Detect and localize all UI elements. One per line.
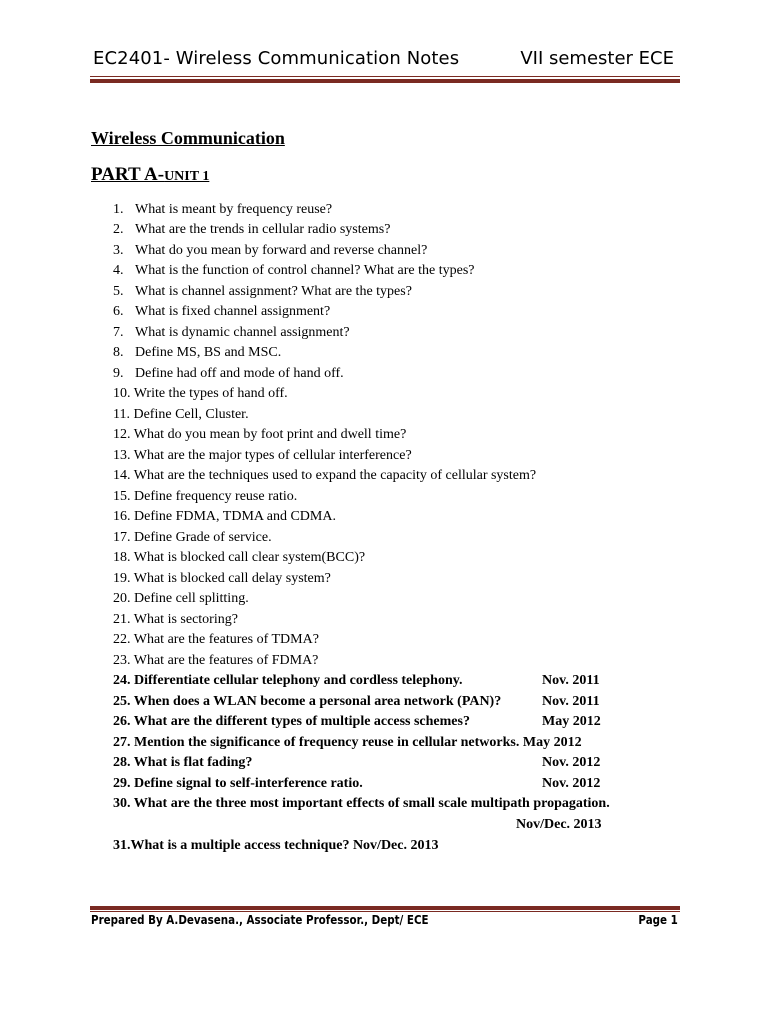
list-item [113, 652, 318, 670]
footer-author: Prepared By A.Devasena., Associate Professor., Dept/ ECE [91, 913, 429, 927]
list-item-number: 20. [113, 591, 131, 606]
list-item-number: 18. [113, 550, 131, 565]
exam-date: Nov. 2012 [542, 776, 601, 791]
list-item [113, 283, 412, 301]
list-item-number: 21. [113, 612, 131, 627]
list-item-text: What is dynamic channel assignment? [135, 325, 350, 340]
list-item [113, 693, 501, 711]
header-semester: VII semester ECE [520, 48, 674, 69]
list-item-number: 16. [113, 509, 131, 524]
list-item-text: What is channel assignment? What are the types? [135, 284, 412, 299]
list-item-number: 17. [113, 530, 131, 545]
list-item [113, 201, 332, 219]
list-item [113, 734, 582, 752]
list-item [113, 549, 365, 567]
header-course-title: EC2401- Wireless Communication Notes [93, 48, 460, 69]
list-item-number: 1. [113, 202, 124, 217]
list-item-text: What do you mean by forward and reverse channel? [135, 243, 428, 258]
list-item-number: 2. [113, 222, 124, 237]
list-item-text: What is the function of control channel? What are the types? [135, 263, 475, 278]
list-item-number: 25. [113, 694, 131, 709]
exam-date: May 2012 [542, 714, 601, 729]
list-item-text: What is fixed channel assignment? [135, 304, 331, 319]
list-item [113, 775, 363, 793]
footer-rule-thick [90, 906, 680, 910]
list-item-number: 15. [113, 489, 131, 504]
list-item-text: Define frequency reuse ratio. [134, 489, 298, 504]
list-item-number: 28. [113, 755, 131, 770]
list-item-text: Define Grade of service. [134, 530, 272, 545]
list-item-text: What are the trends in cellular radio systems? [135, 222, 391, 237]
list-item [113, 529, 272, 547]
list-item-text: What do you mean by foot print and dwell time? [133, 427, 407, 442]
list-item-number: 14. [113, 468, 131, 483]
list-item-text: What is flat fading? [133, 755, 253, 770]
list-item [113, 795, 610, 813]
list-item-number: 19. [113, 571, 131, 586]
list-item-number: 29. [113, 776, 131, 791]
list-item-text: Define Cell, Cluster. [133, 407, 249, 422]
list-item-text: What is blocked call clear system(BCC)? [133, 550, 366, 565]
list-item-text: Define had off and mode of hand off. [135, 366, 344, 381]
list-item-text: What are the three most important effects of small scale multipath propagation. [133, 796, 610, 811]
list-item-text: What are the features of TDMA? [133, 632, 319, 647]
list-item-text: Mention the significance of frequency reuse in cellular networks. May 2012 [134, 735, 582, 750]
list-item [113, 467, 536, 485]
list-item-text: What are the features of FDMA? [133, 653, 319, 668]
document-title: Wireless Communication [91, 128, 285, 148]
list-item [113, 570, 331, 588]
unit-label: UNIT 1 [164, 169, 210, 184]
footer-rule-thin [90, 911, 680, 912]
list-item-number: 4. [113, 263, 124, 278]
list-item [113, 837, 438, 855]
list-item-number: 13. [113, 448, 131, 463]
list-item [113, 242, 427, 260]
list-item-number: 9. [113, 366, 124, 381]
list-item [113, 754, 252, 772]
list-item [113, 262, 475, 280]
list-item-text: What is a multiple access technique? Nov/Dec. 2013 [130, 838, 439, 853]
exam-date: Nov. 2012 [542, 755, 601, 770]
part-label: PART A- [91, 164, 165, 185]
list-item [113, 672, 462, 690]
list-item-number: 10. [113, 386, 131, 401]
exam-date: Nov. 2011 [542, 673, 600, 688]
list-item [113, 508, 336, 526]
list-item [113, 303, 330, 321]
list-item-text: Define MS, BS and MSC. [135, 345, 282, 360]
list-item [113, 221, 390, 239]
list-item-number: 3. [113, 243, 124, 258]
list-item-number: 31. [113, 838, 131, 853]
exam-date: Nov. 2011 [542, 694, 600, 709]
list-item-text: Differentiate cellular telephony and cordless telephony. [134, 673, 463, 688]
page-number: Page 1 [638, 913, 678, 927]
list-item-text: What is meant by frequency reuse? [135, 202, 333, 217]
list-item-number: 11. [113, 407, 130, 422]
list-item-text: Define FDMA, TDMA and CDMA. [134, 509, 336, 524]
list-item-number: 24. [113, 673, 131, 688]
page-header [93, 48, 677, 76]
list-item [113, 385, 288, 403]
list-item-number: 7. [113, 325, 124, 340]
list-item-text: What is blocked call delay system? [133, 571, 331, 586]
part-heading [91, 164, 209, 186]
list-item-number: 6. [113, 304, 124, 319]
list-item-number: 22. [113, 632, 131, 647]
list-item [113, 611, 238, 629]
list-item-text: What are the major types of cellular interference? [133, 448, 412, 463]
list-item-text: Define signal to self-interference ratio. [134, 776, 363, 791]
list-item [113, 713, 470, 731]
list-item [113, 406, 249, 424]
list-item-text: What are the different types of multiple access schemes? [133, 714, 470, 729]
list-item [113, 447, 412, 465]
page-footer [91, 913, 678, 931]
list-item-number: 30. [113, 796, 131, 811]
list-item-number: 26. [113, 714, 131, 729]
list-item [113, 426, 406, 444]
header-rule-thin [90, 76, 680, 77]
list-item-text: What are the techniques used to expand the capacity of cellular system? [133, 468, 537, 483]
list-item-text: Write the types of hand off. [133, 386, 288, 401]
list-item-number: 8. [113, 345, 124, 360]
list-item-text: When does a WLAN become a personal area network (PAN)? [133, 694, 502, 709]
list-item-number: 23. [113, 653, 131, 668]
list-item-text: What is sectoring? [133, 612, 238, 627]
list-item-number: 5. [113, 284, 124, 299]
header-rule-thick [90, 79, 680, 83]
list-item [113, 488, 297, 506]
list-item [113, 344, 281, 362]
list-item-text: Define cell splitting. [134, 591, 249, 606]
list-item [113, 324, 350, 342]
list-item [113, 365, 344, 383]
exam-date: Nov/Dec. 2013 [516, 817, 602, 832]
list-item-number: 12. [113, 427, 131, 442]
list-item [113, 631, 319, 649]
list-item [113, 590, 249, 608]
list-item-number: 27. [113, 735, 131, 750]
